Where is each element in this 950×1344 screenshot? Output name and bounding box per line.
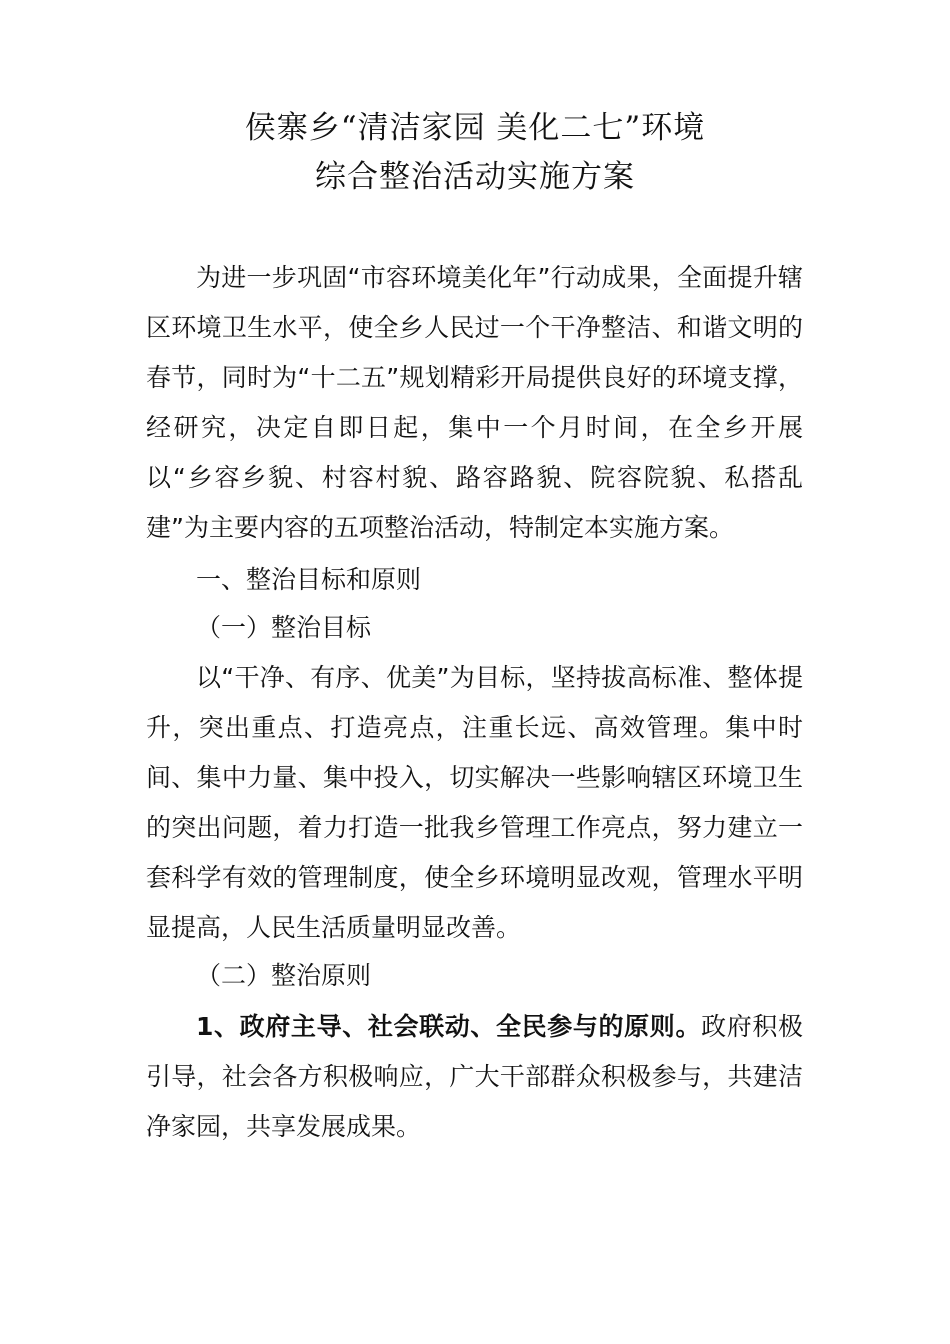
- principle-1-block: [146, 1002, 803, 1152]
- principle-1-text: 政府积极引导，社会各方积极响应，广大干部群众积极参与，共建洁净家园，共享发展成果。: [146, 1012, 803, 1141]
- section-1-block: [146, 556, 803, 652]
- subsection-1-heading: （一）整治目标: [196, 613, 372, 642]
- document-title-line-1: 侯寨乡“清洁家园 美化二七”环境: [244, 110, 706, 146]
- subsection-1-block: [146, 653, 803, 953]
- principle-1-paragraph: [146, 1002, 803, 1152]
- subsection-2-heading: （二）整治原则: [196, 961, 372, 990]
- document-title-line-2: 综合整治活动实施方案: [315, 159, 635, 195]
- document-body: [146, 253, 803, 553]
- intro-paragraph: 为进一步巩固“市容环境美化年”行动成果，全面提升辖区环境卫生水平，使全乡人民过一个干净整洁、和谐文明的春节，同时为“十二五”规划精彩开局提供良好的环境支撑，经研究，决定自即日起，集中一个月时间，在全乡开展以“乡容乡貌、村容村貌、路容路貌、院容院貌、私搭乱建”为主要内容的五项整治活动，特制定本实施方案。: [146, 263, 803, 542]
- subsection-1-paragraph: 以“干净、有序、优美”为目标，坚持拔高标准、整体提升，突出重点、打造亮点，注重长远、高效管理。集中时间、集中力量、集中投入，切实解决一些影响辖区环境卫生的突出问题，着力打造一批我乡管理工作亮点，努力建立一套科学有效的管理制度，使全乡环境明显改观，管理水平明显提高，人民生活质量明显改善。: [146, 663, 803, 942]
- section-1-heading: 一、整治目标和原则: [196, 565, 422, 594]
- principle-1-title: 1、政府主导、社会联动、全民参与的原则。: [196, 1012, 702, 1041]
- subsection-2-block: [146, 952, 803, 1000]
